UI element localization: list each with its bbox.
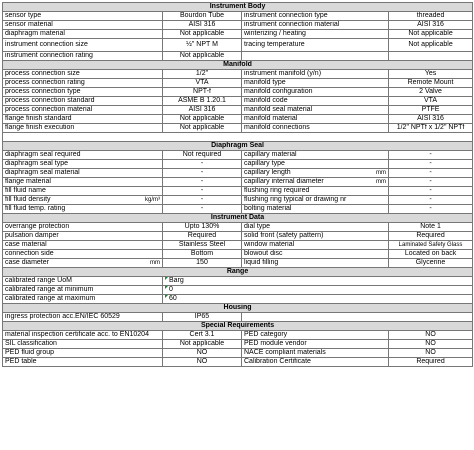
field-value[interactable]: - xyxy=(163,160,242,169)
range-value: Barg xyxy=(169,277,184,284)
field-label xyxy=(3,196,163,205)
field-label-text: bolting material xyxy=(244,205,292,212)
field-label-text: capillary type xyxy=(244,160,285,167)
datasheet-table xyxy=(2,2,473,367)
field-label: diaphragm material xyxy=(3,30,163,39)
field-label-text: overrange protection xyxy=(5,223,70,230)
field-label: calibrated range at maximum xyxy=(3,295,163,304)
field-value[interactable]: Bourdon Tube xyxy=(163,12,242,21)
field-label xyxy=(242,160,389,169)
field-value[interactable]: Remote Mount xyxy=(389,79,473,88)
field-value[interactable]: Not applicable xyxy=(389,30,473,39)
field-label: manifold code xyxy=(242,97,389,106)
table-row xyxy=(3,39,473,52)
section-housing: Housing xyxy=(3,304,473,313)
field-value[interactable]: 1/2" NPTf x 1/2" NPTf xyxy=(389,124,473,133)
field-label: PED table xyxy=(3,358,163,367)
spacer-row xyxy=(3,133,473,142)
range-rows xyxy=(3,277,473,304)
table-row xyxy=(3,241,473,250)
field-label: manifold configuration xyxy=(242,88,389,97)
table-row xyxy=(3,151,473,160)
field-value[interactable]: - xyxy=(389,196,473,205)
field-value[interactable]: - xyxy=(163,178,242,187)
field-value[interactable]: - xyxy=(389,160,473,169)
field-label xyxy=(3,232,163,241)
table-row xyxy=(3,70,473,79)
table-row xyxy=(3,196,473,205)
field-label: calibrated range at minimum xyxy=(3,286,163,295)
field-label: solid front (safety pattern) xyxy=(242,232,389,241)
field-label-text: pulsation damper xyxy=(5,232,59,239)
field-value[interactable]: Required xyxy=(389,358,473,367)
field-label xyxy=(242,169,389,178)
section-special-requirements: Special Requirements xyxy=(3,322,473,331)
field-label: material inspection certificate acc. to EN10204 xyxy=(3,331,163,340)
field-value[interactable]: Cert 3.1 xyxy=(163,331,242,340)
field-value[interactable]: - xyxy=(389,205,473,214)
diaphragm-seal-rows xyxy=(3,151,473,214)
field-label: flange finish standard xyxy=(3,115,163,124)
table-row xyxy=(3,52,473,61)
field-label-text: capillary length xyxy=(244,169,291,176)
field-value[interactable]: - xyxy=(163,169,242,178)
table-row xyxy=(3,106,473,115)
field-label xyxy=(3,250,163,259)
section-manifold: Manifold xyxy=(3,61,473,70)
section-instrument-body: Instrument Body xyxy=(3,3,473,12)
table-row xyxy=(3,295,473,304)
table-row xyxy=(3,88,473,97)
field-value[interactable]: NO xyxy=(389,340,473,349)
field-label: sensor material xyxy=(3,21,163,30)
field-value[interactable]: Laminated Safety Glass xyxy=(389,241,473,250)
field-label: instrument manifold (y/n) xyxy=(242,70,389,79)
field-value[interactable]: 1/2" xyxy=(163,70,242,79)
field-label: SIL classification xyxy=(3,340,163,349)
field-label: dial type xyxy=(242,223,389,232)
datasheet xyxy=(2,2,472,367)
section-instrument-data: Instrument Data xyxy=(3,214,473,223)
field-label-text: fill fluid name xyxy=(5,187,46,194)
table-row xyxy=(3,340,473,349)
field-value[interactable]: Not required xyxy=(163,151,242,160)
field-value[interactable]: threaded xyxy=(389,12,473,21)
cell-comment-marker-icon xyxy=(165,295,168,298)
field-label xyxy=(242,205,389,214)
unit-label: mm xyxy=(376,170,386,176)
field-label: process connection type xyxy=(3,88,163,97)
field-value[interactable]: NO xyxy=(163,358,242,367)
field-value[interactable]: 150 xyxy=(163,259,242,268)
field-value[interactable]: AISI 316 xyxy=(163,106,242,115)
empty-cell xyxy=(242,313,473,322)
field-label-text: flange material xyxy=(5,178,51,185)
field-label-text: diaphragm seal required xyxy=(5,151,81,158)
field-label xyxy=(242,187,389,196)
table-row xyxy=(3,232,473,241)
section-diaphragm-seal: Diaphragm Seal xyxy=(3,142,473,151)
range-value: 60 xyxy=(169,295,177,302)
field-label xyxy=(242,196,389,205)
field-value[interactable]: - xyxy=(163,196,242,205)
special-requirements-rows xyxy=(3,331,473,367)
field-value[interactable]: PTFE xyxy=(389,106,473,115)
field-label: blowout disc xyxy=(242,250,389,259)
field-label: instrument connection type xyxy=(242,12,389,21)
section-range: Range xyxy=(3,268,473,277)
field-value[interactable]: NO xyxy=(389,349,473,358)
field-value[interactable]: Not applicable xyxy=(163,30,242,39)
field-label-text: capillary internal diameter xyxy=(244,178,324,185)
field-label: manifold connections xyxy=(242,124,389,133)
table-row xyxy=(3,30,473,39)
field-value[interactable]: Yes xyxy=(389,70,473,79)
table-row xyxy=(3,223,473,232)
field-label: manifold type xyxy=(242,79,389,88)
table-row xyxy=(3,124,473,133)
table-row xyxy=(3,205,473,214)
field-value[interactable]: AISI 316 xyxy=(389,115,473,124)
field-label: process connection rating xyxy=(3,79,163,88)
field-label-text: capillary material xyxy=(244,151,297,158)
field-value[interactable]: VTA xyxy=(389,97,473,106)
table-row xyxy=(3,115,473,124)
table-row xyxy=(3,97,473,106)
field-label xyxy=(3,223,163,232)
range-value-input[interactable] xyxy=(163,277,473,286)
field-value[interactable]: Located on back xyxy=(389,250,473,259)
field-value[interactable]: Required xyxy=(163,232,242,241)
field-label: winterizing / heating xyxy=(242,30,389,39)
field-label: liquid filling xyxy=(242,259,389,268)
field-label: NACE compliant materials xyxy=(242,349,389,358)
field-label: Calibration Certificate xyxy=(242,358,389,367)
table-row xyxy=(3,313,473,322)
field-label xyxy=(242,151,389,160)
field-label-text: case material xyxy=(5,241,47,248)
field-label: instrument connection rating xyxy=(3,52,163,61)
field-value[interactable]: Glycerine xyxy=(389,259,473,268)
field-value[interactable]: IP65 xyxy=(163,313,242,322)
table-row xyxy=(3,358,473,367)
field-value[interactable]: ASME B 1.20.1 xyxy=(163,97,242,106)
table-row xyxy=(3,187,473,196)
field-value[interactable]: Not applicable xyxy=(163,340,242,349)
instrument-data-rows xyxy=(3,223,473,268)
field-label-text: fill fluid density xyxy=(5,196,51,203)
field-value[interactable]: Upto 130% xyxy=(163,223,242,232)
field-value[interactable]: ½" NPT M xyxy=(163,39,242,52)
field-value[interactable]: - xyxy=(389,169,473,178)
field-label xyxy=(3,151,163,160)
field-label: calibrated range UoM xyxy=(3,277,163,286)
field-value[interactable]: Not applicable xyxy=(163,115,242,124)
field-value[interactable]: - xyxy=(389,151,473,160)
field-label: process connection size xyxy=(3,70,163,79)
field-value[interactable]: Not applicable xyxy=(163,52,242,61)
field-label: process connection standard xyxy=(3,97,163,106)
cell-comment-marker-icon xyxy=(165,277,168,280)
field-label: PED category xyxy=(242,331,389,340)
unit-label: mm xyxy=(150,260,160,266)
field-value[interactable]: - xyxy=(389,178,473,187)
range-value-input[interactable] xyxy=(163,295,473,304)
field-label: instrument connection size xyxy=(3,39,163,52)
field-value[interactable]: 2 Valve xyxy=(389,88,473,97)
field-value[interactable]: VTA xyxy=(163,79,242,88)
field-value[interactable]: - xyxy=(163,187,242,196)
field-label xyxy=(3,178,163,187)
field-label-text: flushing ring typical or drawing nr xyxy=(244,196,347,203)
instrument-body-rows xyxy=(3,12,473,61)
field-value[interactable]: Note 1 xyxy=(389,223,473,232)
field-label xyxy=(242,52,389,61)
housing-rows xyxy=(3,313,473,322)
field-value[interactable]: AISI 316 xyxy=(163,21,242,30)
field-label xyxy=(3,205,163,214)
field-value[interactable]: Stainless Steel xyxy=(163,241,242,250)
field-label-text: fill fluid temp. rating xyxy=(5,205,66,212)
field-label: PED fluid group xyxy=(3,349,163,358)
field-label-text: diaphragm seal type xyxy=(5,160,69,167)
field-value[interactable]: Required xyxy=(389,232,473,241)
table-row xyxy=(3,12,473,21)
unit-label: mm xyxy=(376,179,386,185)
table-row xyxy=(3,286,473,295)
field-value[interactable]: Bottom xyxy=(163,250,242,259)
table-row xyxy=(3,178,473,187)
range-value-input[interactable] xyxy=(163,286,473,295)
field-label: sensor type xyxy=(3,12,163,21)
field-label-text: case diameter xyxy=(5,259,49,266)
field-value[interactable]: Not applicable xyxy=(163,124,242,133)
field-value[interactable]: AISI 316 xyxy=(389,21,473,30)
field-label xyxy=(3,169,163,178)
field-label xyxy=(3,241,163,250)
field-label: PED module vendor xyxy=(242,340,389,349)
field-value[interactable]: Not applicable xyxy=(389,39,473,52)
field-label xyxy=(3,259,163,268)
field-label xyxy=(3,187,163,196)
table-row xyxy=(3,21,473,30)
table-row xyxy=(3,169,473,178)
table-row xyxy=(3,259,473,268)
field-label: manifold seal material xyxy=(242,106,389,115)
field-label xyxy=(3,160,163,169)
field-value[interactable]: NO xyxy=(163,349,242,358)
table-row xyxy=(3,160,473,169)
field-label-text: diaphragm seal material xyxy=(5,169,80,176)
field-label-text: connection side xyxy=(5,250,54,257)
table-row xyxy=(3,79,473,88)
field-label: window material xyxy=(242,241,389,250)
table-row xyxy=(3,331,473,340)
field-label: manifold material xyxy=(242,115,389,124)
field-value[interactable]: - xyxy=(389,187,473,196)
table-row xyxy=(3,349,473,358)
cell-comment-marker-icon xyxy=(165,286,168,289)
table-row xyxy=(3,250,473,259)
field-label xyxy=(242,178,389,187)
field-label: instrument connection material xyxy=(242,21,389,30)
field-value[interactable] xyxy=(389,52,473,61)
range-value: 0 xyxy=(169,286,173,293)
field-label: tracing temperature xyxy=(242,39,389,52)
table-row xyxy=(3,277,473,286)
field-label-text: flushing ring required xyxy=(244,187,310,194)
field-value[interactable]: - xyxy=(163,205,242,214)
field-label: ingress protection acc.EN/IEC 60529 xyxy=(3,313,163,322)
manifold-rows xyxy=(3,70,473,133)
unit-label: kg/m³ xyxy=(145,197,160,203)
field-label: process connection material xyxy=(3,106,163,115)
field-value[interactable]: NO xyxy=(389,331,473,340)
field-label: flange finish execution xyxy=(3,124,163,133)
field-value[interactable]: NPT-f xyxy=(163,88,242,97)
